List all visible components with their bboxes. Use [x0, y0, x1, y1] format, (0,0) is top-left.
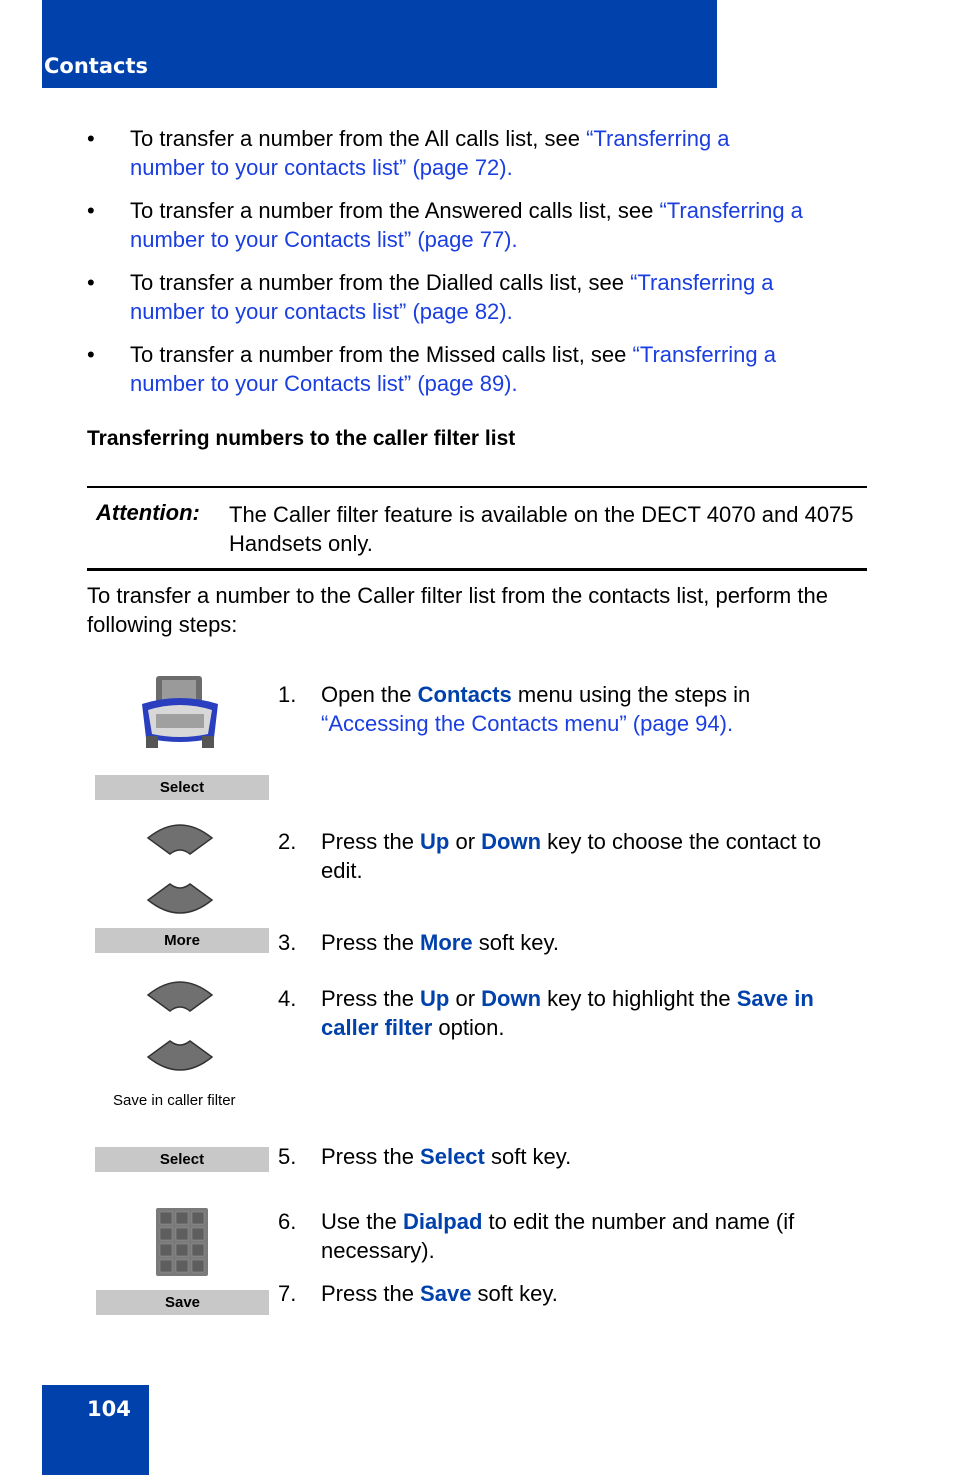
step-text: to edit the number and name (if necessary).	[321, 1209, 795, 1263]
up-down-keys-icon[interactable]	[145, 820, 215, 918]
bullet-marker: •	[87, 342, 95, 367]
intro-paragraph: To transfer a number to the Caller filter list from the contacts list, perform the following steps:	[87, 583, 828, 637]
step-number: 3.	[278, 930, 297, 955]
keyword-dialpad: Dialpad	[402, 1209, 483, 1234]
step-3	[278, 928, 868, 957]
more-softkey[interactable]: More	[95, 928, 269, 953]
keyword-contacts: Contacts	[417, 682, 512, 707]
step-text: key to highlight the	[541, 986, 737, 1011]
list-item	[87, 124, 877, 182]
list-item	[87, 196, 877, 254]
attention-label: Attention:	[96, 500, 200, 525]
step-text: Press the	[321, 1281, 421, 1306]
contacts-menu-icon	[138, 674, 222, 752]
step-text: or	[449, 986, 482, 1011]
section-heading: Transferring numbers to the caller filter list	[87, 427, 516, 450]
link-accessing-contacts-menu[interactable]: “Accessing the Contacts menu” (page 94)	[321, 711, 727, 736]
step-number: 7.	[278, 1281, 297, 1306]
bullet-text: To transfer a number from the All calls list, see	[130, 126, 587, 151]
step-text: soft key.	[471, 1281, 558, 1306]
step-text: option.	[432, 1015, 505, 1040]
keyword-save: Save	[420, 1281, 472, 1306]
link-transferring-all-calls-cont[interactable]: number to your contacts list” (page 72)	[130, 155, 507, 180]
step-number: 1.	[278, 682, 297, 707]
header-title: Contacts	[44, 54, 148, 78]
step-text: menu using the steps in	[511, 682, 751, 707]
bullet-marker: •	[87, 126, 95, 151]
up-down-keys-icon[interactable]	[145, 977, 215, 1075]
step-number: 2.	[278, 829, 297, 854]
keyword-down: Down	[481, 986, 542, 1011]
link-period: .	[511, 371, 518, 396]
step-text: soft key.	[484, 1144, 572, 1169]
step-text: Press the	[321, 930, 421, 955]
step-4	[278, 984, 868, 1042]
link-transferring-missed-cont[interactable]: number to your Contacts list” (page 89)	[130, 371, 512, 396]
select-softkey[interactable]: Select	[95, 775, 269, 800]
list-item	[87, 268, 877, 326]
link-period: .	[506, 299, 513, 324]
step-text: Use the	[321, 1209, 403, 1234]
step-text: Press the	[321, 986, 421, 1011]
link-transferring-answered[interactable]: “Transferring a	[659, 198, 803, 223]
keyword-up: Up	[420, 829, 450, 854]
bullet-text: To transfer a number from the Answered calls list, see	[130, 198, 660, 223]
attention-text: The Caller filter feature is available on the DECT 4070 and 4075 Handsets only.	[229, 502, 854, 556]
keyword-select: Select	[420, 1144, 485, 1169]
step-2	[278, 827, 868, 885]
step-text: soft key.	[472, 930, 560, 955]
step-text: or	[449, 829, 482, 854]
dialpad-icon[interactable]	[156, 1208, 208, 1276]
step-text: Press the	[321, 1144, 421, 1169]
step-6	[278, 1207, 868, 1265]
keyword-more: More	[420, 930, 473, 955]
link-period: .	[506, 155, 513, 180]
step-number: 4.	[278, 986, 297, 1011]
step-text: Press the	[321, 829, 421, 854]
bullet-marker: •	[87, 270, 95, 295]
keyword-up: Up	[420, 986, 450, 1011]
link-period: .	[726, 711, 734, 736]
attention-box	[87, 486, 867, 571]
step-number: 5.	[278, 1144, 297, 1169]
bullet-text: To transfer a number from the Missed calls list, see	[130, 342, 633, 367]
keyword-down: Down	[481, 829, 542, 854]
link-transferring-all-calls[interactable]: “Transferring a	[586, 126, 730, 151]
page-number: 104	[87, 1397, 131, 1421]
link-transferring-dialled[interactable]: “Transferring a	[630, 270, 774, 295]
step-text: Open the	[321, 682, 418, 707]
bullet-text: To transfer a number from the Dialled calls list, see	[130, 270, 631, 295]
step-7	[278, 1279, 868, 1308]
link-transferring-answered-cont[interactable]: number to your Contacts list” (page 77)	[130, 227, 512, 252]
link-transferring-dialled-cont[interactable]: number to your contacts list” (page 82)	[130, 299, 507, 324]
save-softkey[interactable]: Save	[96, 1290, 269, 1315]
keyword-save-in-caller-filter: Save in caller filter	[321, 986, 814, 1040]
step-number: 6.	[278, 1209, 297, 1234]
link-period: .	[511, 227, 518, 252]
link-transferring-missed[interactable]: “Transferring a	[632, 342, 776, 367]
bullet-marker: •	[87, 198, 95, 223]
step-5	[278, 1142, 868, 1171]
select-softkey[interactable]: Select	[95, 1147, 269, 1172]
screen-caption: Save in caller filter	[113, 1092, 236, 1109]
bullet-list	[87, 124, 877, 412]
step-1	[278, 680, 868, 738]
step-text: key to choose the contact to edit.	[321, 829, 822, 883]
list-item	[87, 340, 877, 398]
